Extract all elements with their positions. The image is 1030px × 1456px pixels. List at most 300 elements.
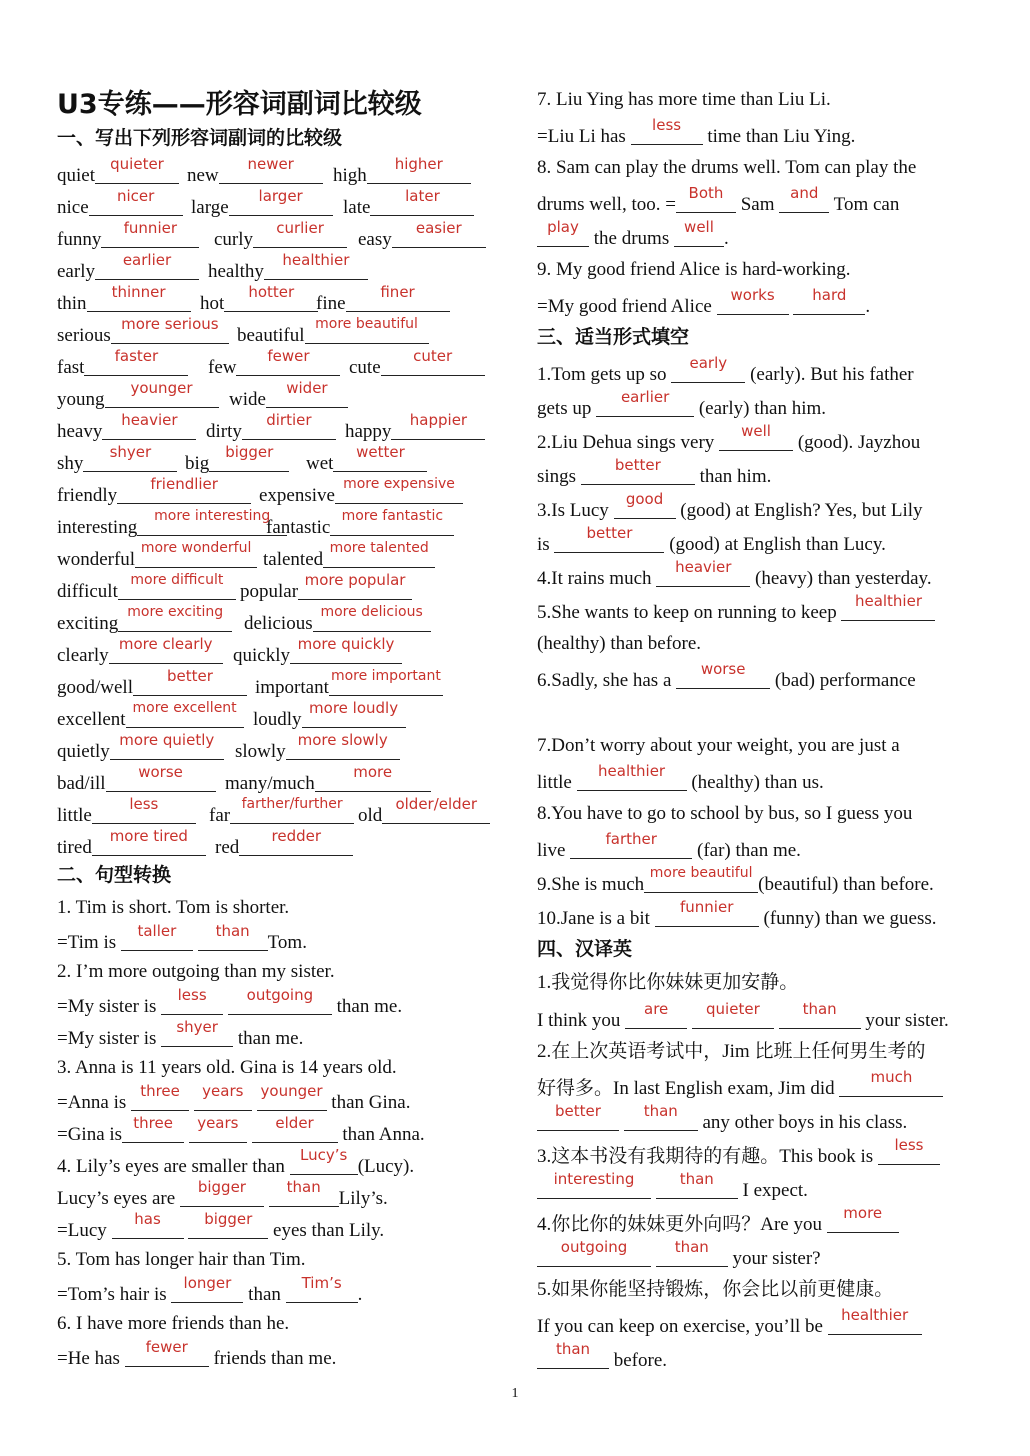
text: than me.	[336, 996, 403, 1017]
answer-blank[interactable]: than	[779, 1006, 861, 1029]
text: =Tim is	[57, 932, 117, 953]
s4-q2-line	[537, 1102, 908, 1135]
text: time than Liu Ying.	[707, 126, 856, 147]
word: quiet	[57, 165, 95, 186]
s1-item-wide	[229, 379, 348, 412]
answer-blank[interactable]: less	[161, 992, 223, 1015]
s2-q8-line-1	[537, 184, 900, 217]
word: difficult	[57, 581, 118, 602]
answer-blank[interactable]: farther/further	[230, 801, 354, 824]
s1-item-wonderful	[57, 540, 257, 572]
s1-item-little	[57, 795, 196, 828]
word: high	[333, 165, 367, 186]
word: tired	[57, 837, 92, 858]
s2-q6-prompt: 6. I have more friends than he.	[57, 1313, 290, 1334]
answer-blank[interactable]: works	[717, 292, 789, 315]
text: Tom can	[833, 194, 900, 215]
answer-blank[interactable]: bigger	[180, 1184, 264, 1207]
text: =Liu Li has	[537, 126, 626, 147]
answer-blank[interactable]: worse	[106, 769, 216, 792]
text: than me.	[237, 1028, 304, 1049]
s3-q8-line-1: 8.You have to go to school by bus, so I guess you	[537, 803, 913, 824]
answer-blank[interactable]: healthier	[577, 768, 687, 791]
s1-item-many-much	[225, 763, 431, 796]
s2-q1-line	[57, 922, 307, 955]
answer-blank[interactable]: than	[656, 1244, 728, 1267]
text: (far) than me.	[697, 840, 801, 861]
s1-item-popular	[240, 571, 412, 604]
answer-blank[interactable]: newer	[219, 161, 323, 184]
answer-blank[interactable]: better	[581, 462, 695, 485]
s1-item-wet	[306, 443, 427, 476]
word: cute	[349, 357, 381, 378]
word: hot	[200, 293, 225, 314]
answer-blank[interactable]: much	[839, 1074, 943, 1097]
s2-q4-line-2	[57, 1210, 385, 1243]
answer-blank[interactable]: fewer	[236, 353, 340, 376]
section-3-heading: 三、适当形式填空	[537, 326, 690, 348]
answer-blank[interactable]: play	[537, 224, 589, 247]
answer-blank[interactable]: more slowly	[286, 737, 400, 760]
s2-q6-line	[57, 1338, 337, 1371]
s2-q1-prompt: 1. Tim is short. Tom is shorter.	[57, 897, 290, 918]
answer-blank[interactable]: years	[194, 1088, 252, 1111]
word: shy	[57, 453, 84, 474]
word: healthy	[208, 261, 264, 282]
text: Lucy’s eyes are	[57, 1188, 176, 1209]
word: early	[57, 261, 95, 282]
s3-q7-line-2	[537, 762, 824, 795]
text: 2.Liu Dehua sings very	[537, 432, 715, 453]
answer-blank[interactable]: good	[614, 496, 676, 519]
text: Lily’s.	[338, 1188, 388, 1209]
answer-blank[interactable]: outgoing	[537, 1244, 651, 1267]
text: any other boys in his class.	[702, 1112, 908, 1133]
answer-blank[interactable]: shyer	[83, 449, 177, 472]
answer-blank[interactable]: more	[827, 1210, 899, 1233]
s1-item-high	[333, 155, 471, 188]
answer-blank[interactable]: younger	[105, 385, 219, 408]
answer-blank[interactable]: taller	[121, 928, 193, 951]
word: young	[57, 389, 105, 410]
answer-blank[interactable]: fewer	[125, 1344, 209, 1367]
answer-blank[interactable]: thinner	[87, 289, 191, 312]
text: eyes than Lily.	[273, 1220, 385, 1241]
s1-item-far	[209, 796, 354, 828]
answer-blank[interactable]: are	[625, 1006, 687, 1029]
s3-q7-line-1: 7.Don’t worry about your weight, you are just a	[537, 735, 900, 756]
answer-blank[interactable]: less	[878, 1142, 940, 1165]
text: =He has	[57, 1348, 120, 1369]
s3-q8-line-2	[537, 830, 801, 863]
s1-item-beautiful	[237, 316, 429, 348]
answer-blank[interactable]: than	[269, 1184, 339, 1207]
answer-blank[interactable]: Both	[676, 190, 736, 213]
answer-blank[interactable]: worse	[676, 666, 770, 689]
s2-q4-prompt	[57, 1146, 415, 1179]
text: your sister?	[732, 1248, 821, 1269]
word: important	[255, 677, 329, 698]
text: is	[537, 534, 550, 555]
s2-q9-line	[537, 286, 871, 319]
answer-blank[interactable]: older/elder	[382, 801, 490, 824]
word: many/much	[225, 773, 315, 794]
word: large	[191, 197, 229, 218]
text: (funny) than we guess.	[763, 908, 937, 929]
answer-blank[interactable]: later	[370, 193, 474, 216]
word: talented	[263, 549, 324, 570]
s2-q5-line	[57, 1274, 363, 1307]
word: quietly	[57, 741, 110, 762]
s1-item-fine	[316, 283, 450, 316]
s1-item-easy	[358, 219, 486, 252]
text: (bad) performance	[774, 670, 916, 691]
answer-blank[interactable]: more tired	[92, 833, 206, 856]
answer-blank[interactable]: cuter	[381, 353, 485, 376]
s3-q1-line-2	[537, 388, 827, 421]
text: (good). Jayzhou	[797, 432, 921, 453]
answer-blank[interactable]: more delicious	[313, 609, 431, 632]
text: 4.你比你的妹妹更外向吗？Are you	[537, 1214, 822, 1235]
text: (early) than him.	[698, 398, 827, 419]
word: old	[358, 805, 383, 826]
answer-blank[interactable]: dirtier	[242, 417, 336, 440]
s1-item-slowly	[235, 731, 400, 764]
answer-blank[interactable]: more beautiful	[644, 870, 758, 893]
s1-item-bad-ill	[57, 763, 216, 796]
word: easy	[358, 229, 392, 250]
text: I expect.	[742, 1180, 808, 1201]
answer-blank[interactable]: quieter	[692, 1006, 774, 1029]
answer-blank[interactable]: than	[537, 1346, 609, 1369]
s4-q5-cn: 5.如果你能坚持锻炼，你会比以前更健康。	[537, 1279, 894, 1300]
s3-q5-line-1	[537, 592, 935, 625]
text: If you can keep on exercise, you’ll be	[537, 1316, 823, 1337]
word: beautiful	[237, 325, 305, 346]
word: late	[343, 197, 371, 218]
text: (early). But his father	[750, 364, 914, 385]
text: 3.这本书没有我期待的有趣。This book is	[537, 1146, 874, 1167]
s1-item-exciting	[57, 604, 232, 636]
s3-q9-line	[537, 865, 934, 897]
answer-blank[interactable]: quieter	[95, 161, 179, 184]
text: 4.It rains much	[537, 568, 652, 589]
s3-q1-line-1	[537, 354, 914, 387]
answer-blank[interactable]: more expensive	[335, 481, 463, 504]
answer-blank[interactable]: more talented	[323, 545, 435, 568]
answer-blank[interactable]: years	[189, 1120, 247, 1143]
s1-item-fast	[57, 347, 188, 380]
text: =Tom’s hair is	[57, 1284, 167, 1305]
word: few	[208, 357, 237, 378]
word: fast	[57, 357, 85, 378]
s1-item-hot	[200, 283, 318, 316]
answer-blank[interactable]: more excellent	[126, 705, 244, 728]
answer-blank[interactable]: more beautiful	[305, 321, 429, 344]
s3-q3-line-2	[537, 524, 886, 557]
answer-blank[interactable]: more quietly	[110, 737, 224, 760]
text: drums well, too. =	[537, 194, 676, 215]
answer-blank[interactable]: more important	[329, 673, 443, 696]
answer-blank[interactable]: interesting	[537, 1176, 651, 1199]
text: than Gina.	[331, 1092, 411, 1113]
s4-q3-line	[537, 1170, 808, 1203]
answer-blank[interactable]: funnier	[101, 225, 199, 248]
s1-item-delicious	[244, 604, 431, 636]
answer-blank[interactable]: bigger	[188, 1216, 268, 1239]
s2-q9-prompt: 9. My good friend Alice is hard-working.	[537, 259, 851, 280]
worksheet-title: U3专练——形容词副词比较级	[57, 89, 422, 120]
text: =My good friend Alice	[537, 296, 712, 317]
answer-blank[interactable]: than	[656, 1176, 738, 1199]
answer-blank[interactable]: healthier	[264, 257, 368, 280]
word: funny	[57, 229, 102, 250]
s1-item-quickly	[233, 635, 402, 668]
answer-blank[interactable]: friendlier	[117, 481, 251, 504]
text: =Gina is	[57, 1124, 123, 1145]
s1-item-young	[57, 379, 219, 412]
word: fantastic	[266, 517, 331, 538]
word: nice	[57, 197, 89, 218]
text: (healthy) than us.	[691, 772, 824, 793]
s1-item-old	[358, 795, 490, 828]
s2-q3-line-2	[57, 1114, 425, 1147]
answer-blank[interactable]: happier	[391, 417, 485, 440]
answer-blank[interactable]: more wonderful	[135, 545, 257, 568]
answer-blank[interactable]: well	[674, 224, 724, 247]
s4-q4-line	[537, 1238, 821, 1271]
answer-blank[interactable]: wider	[266, 385, 348, 408]
answer-blank[interactable]: better	[537, 1108, 619, 1131]
s1-item-good-well	[57, 667, 247, 700]
text: (heavy) than yesterday.	[755, 568, 932, 589]
s2-q8-line-2	[537, 218, 729, 251]
text: sings	[537, 466, 577, 487]
s2-q2-line-1	[57, 986, 403, 1019]
answer-blank[interactable]: more	[315, 769, 431, 792]
text: .	[723, 228, 729, 249]
answer-blank[interactable]: elder	[252, 1120, 338, 1143]
word: expensive	[259, 485, 335, 506]
text: =Anna is	[57, 1092, 127, 1113]
text: gets up	[537, 398, 592, 419]
answer-blank[interactable]: better	[133, 673, 247, 696]
s4-q2-cn: 2.在上次英语考试中，Jim 比班上任何男生考的	[537, 1041, 926, 1062]
answer-blank[interactable]: well	[719, 428, 793, 451]
text: than Anna.	[342, 1124, 425, 1145]
word: far	[209, 805, 231, 826]
s2-q5-prompt: 5. Tom has longer hair than Tim.	[57, 1249, 306, 1270]
answer-blank[interactable]: more popular	[298, 577, 412, 600]
word: curly	[214, 229, 254, 250]
s1-item-serious	[57, 315, 229, 348]
answer-blank[interactable]: early	[671, 360, 745, 383]
s4-q5-line-2	[537, 1340, 668, 1373]
answer-blank[interactable]: less	[92, 801, 196, 824]
word: little	[57, 805, 92, 826]
answer-blank[interactable]: healthier	[828, 1312, 922, 1335]
answer-blank[interactable]: more serious	[111, 321, 229, 344]
text: 3.Is Lucy	[537, 500, 609, 521]
answer-blank[interactable]: easier	[392, 225, 486, 248]
answer-blank[interactable]: more quickly	[290, 641, 402, 664]
answer-blank[interactable]: Tim’s	[286, 1280, 358, 1303]
s1-item-excellent	[57, 700, 244, 732]
word: clearly	[57, 645, 109, 666]
s1-item-important	[255, 668, 443, 700]
s4-q1-line	[537, 1000, 949, 1033]
text: =My sister is	[57, 996, 157, 1017]
word: wide	[229, 389, 266, 410]
word: fine	[316, 293, 346, 314]
answer-blank[interactable]: more difficult	[118, 577, 236, 600]
s1-item-nice	[57, 187, 183, 220]
answer-blank[interactable]: Lucy’s	[290, 1152, 358, 1175]
word: dirty	[206, 421, 242, 442]
s2-q7-line	[537, 116, 856, 149]
s1-item-curly	[214, 219, 347, 252]
answer-blank[interactable]: longer	[171, 1280, 243, 1303]
text: 10.Jane is a bit	[537, 908, 650, 929]
answer-blank[interactable]: shyer	[161, 1024, 233, 1047]
text: Sam	[740, 194, 775, 215]
word: exciting	[57, 613, 119, 634]
text: than	[248, 1284, 281, 1305]
word: interesting	[57, 517, 138, 538]
answer-blank[interactable]: bigger	[209, 449, 289, 472]
s3-q2-line-1	[537, 422, 921, 455]
answer-blank[interactable]: hotter	[224, 289, 318, 312]
answer-blank[interactable]: farther	[570, 836, 692, 859]
answer-blank[interactable]: has	[112, 1216, 184, 1239]
answer-blank[interactable]: higher	[367, 161, 471, 184]
answer-blank[interactable]: three	[122, 1120, 184, 1143]
word: loudly	[253, 709, 302, 730]
page-number: 1	[511, 1386, 519, 1401]
text: friends than me.	[213, 1348, 337, 1369]
answer-blank[interactable]: nicer	[89, 193, 183, 216]
s3-q2-line-2	[537, 456, 772, 489]
word: heavy	[57, 421, 103, 442]
word: bad/ill	[57, 773, 106, 794]
text: your sister.	[865, 1010, 949, 1031]
text: .	[357, 1284, 363, 1305]
answer-blank[interactable]: than	[198, 928, 268, 951]
s1-item-new	[187, 155, 323, 188]
text: 6.Sadly, she has a	[537, 670, 672, 691]
text: I think you	[537, 1010, 621, 1031]
answer-blank[interactable]: heavier	[656, 564, 750, 587]
s4-q5-line-1	[537, 1306, 922, 1339]
answer-blank[interactable]: faster	[84, 353, 188, 376]
s1-item-quiet	[57, 155, 179, 188]
answer-blank[interactable]: more fantastic	[330, 513, 454, 536]
text: before.	[613, 1350, 668, 1371]
s1-item-large	[191, 187, 333, 220]
section-4-heading: 四、汉译英	[537, 938, 633, 960]
s4-q2-cn-2	[537, 1068, 943, 1101]
text: (beautiful) than before.	[758, 874, 934, 895]
word: delicious	[244, 613, 313, 634]
s1-item-red	[215, 827, 353, 860]
answer-blank[interactable]: funnier	[655, 904, 759, 927]
text: Tom.	[267, 932, 307, 953]
s3-q10-line	[537, 898, 937, 931]
answer-blank[interactable]: three	[131, 1088, 189, 1111]
answer-blank[interactable]: than	[624, 1108, 698, 1131]
s2-q3-prompt: 3. Anna is 11 years old. Gina is 14 years old.	[57, 1057, 397, 1078]
answer-blank[interactable]: more interesting	[137, 513, 287, 536]
answer-blank[interactable]: redder	[239, 833, 353, 856]
s1-item-heavy	[57, 411, 196, 444]
answer-blank[interactable]: heavier	[102, 417, 196, 440]
answer-blank[interactable]: more loudly	[302, 705, 406, 728]
s1-item-happy	[345, 411, 485, 444]
answer-blank[interactable]: more clearly	[109, 641, 223, 664]
word: red	[215, 837, 240, 858]
answer-blank[interactable]: larger	[229, 193, 333, 216]
answer-blank[interactable]: curlier	[253, 225, 347, 248]
word: popular	[240, 581, 299, 602]
text: 1.Tom gets up so	[537, 364, 667, 385]
answer-blank[interactable]: more exciting	[118, 609, 232, 632]
answer-blank[interactable]: wetter	[333, 449, 427, 472]
s1-item-quietly	[57, 731, 224, 764]
answer-blank[interactable]: healthier	[841, 598, 935, 621]
word: wet	[306, 453, 334, 474]
s2-q8-prompt: 8. Sam can play the drums well. Tom can play the	[537, 157, 917, 178]
text: (Lucy).	[357, 1156, 415, 1177]
text: 9.She is much	[537, 874, 645, 895]
s1-item-clearly	[57, 635, 223, 668]
answer-blank[interactable]: less	[631, 122, 703, 145]
answer-blank[interactable]: earlier	[95, 257, 199, 280]
s1-item-difficult	[57, 572, 236, 604]
text: 5.She wants to keep on running to keep	[537, 602, 837, 623]
answer-blank[interactable]: and	[779, 190, 829, 213]
answer-blank[interactable]: finer	[346, 289, 450, 312]
s1-item-big	[185, 443, 289, 476]
s1-item-talented	[263, 540, 435, 572]
s1-item-few	[208, 347, 340, 380]
text: =Lucy	[57, 1220, 107, 1241]
text: the drums	[593, 228, 670, 249]
text: 好得多。In last English exam, Jim did	[537, 1078, 835, 1099]
word: happy	[345, 421, 392, 442]
answer-blank[interactable]: better	[554, 530, 664, 553]
word: thin	[57, 293, 87, 314]
text: =My sister is	[57, 1028, 157, 1049]
s1-item-friendly	[57, 475, 251, 508]
section-1-heading: 一、写出下列形容词副词的比较级	[57, 127, 343, 149]
s3-q6-line	[537, 660, 916, 693]
s1-item-shy	[57, 443, 177, 476]
s1-item-cute	[349, 347, 485, 380]
section-2-heading: 二、句型转换	[57, 864, 172, 886]
answer-blank[interactable]: earlier	[596, 394, 694, 417]
answer-blank[interactable]: outgoing	[228, 992, 332, 1015]
s3-q3-line-1	[537, 490, 923, 523]
answer-blank[interactable]: hard	[793, 292, 865, 315]
s3-q5-line-2: (healthy) than before.	[537, 633, 702, 654]
s2-q2-line-2	[57, 1018, 304, 1051]
s1-item-thin	[57, 283, 191, 316]
text: (good) at English? Yes, but Lily	[680, 500, 923, 521]
word: good/well	[57, 677, 133, 698]
s4-q4-cn	[537, 1204, 899, 1237]
answer-blank[interactable]: younger	[257, 1088, 327, 1111]
word: serious	[57, 325, 111, 346]
